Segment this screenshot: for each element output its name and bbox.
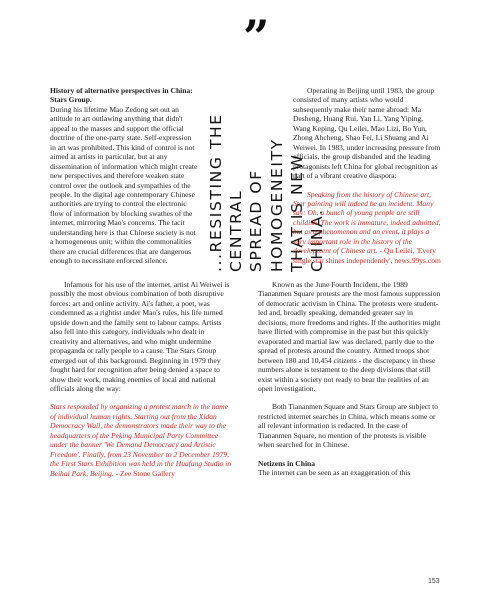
body-text: Known as the June Fourth Incident, the 1989 Tiananmen Square protests are the most famous suppression of democratic activism in China. The protests were student-led and, broadly speaking, demanded greater say in decisions, more freedoms and rights. If the authorities might have flirted with compromise in the past but this quickly evaporated and martial law was declared, partly due to the spread of protests around the country. Armed troops shot between 180 and 10,454 citizens - the discrepancy in these numbers alone is testament to the deep divisions that still exist within a society not ready to bear the realities of an open investigation.: [258, 280, 441, 393]
body-text: Operating in Beijing until 1983, the group consisted of many artists who would subsequently make their name abroad: Ma Desheng, Huang Rui, Yan Li, Yang Yiping, Wang Keping, Qu Leilei, Mao Lizi, Bo Yun, Zhong Ahcheng, Shao Fei, Li Shuang and Ai Weiwei. In 1983, under increasing pressure from officials, the group disbanded and the leading protagonists left China for global recognition as part of a vibrant creative diaspora:: [293, 86, 441, 181]
section-heading: Netizens in China: [258, 458, 316, 468]
quote-source: - Zee Stone Gallery: [113, 468, 175, 478]
spacer: [50, 393, 232, 402]
pull-citation: [50, 402, 232, 478]
section-heading: History of alternative perspectives in China: Stars Group.: [50, 86, 193, 105]
spacer: [258, 450, 441, 459]
page-number: 153: [428, 578, 440, 585]
right-top-column: [293, 86, 441, 265]
quote-mark-icon: ”: [243, 10, 270, 64]
pull-citation: [293, 190, 441, 266]
left-top-column: [50, 86, 198, 266]
body-text: Infamous for his use of the internet, artist Ai Weiwei is possibly the most obvious combination of both disruptive forces: art and online activity. Ai's father, a poet, was condemned as a rightist under Mao's rules, his life turned upside down and the family sent to labour camps. Artists also fell into this category, individuals who dealt in creativity and alternatives, and who might undermine propaganda or rally people to a cause. The Stars Group emerged out of this background. Beginning in 1979 they fought hard for recognition after being denied a space to show their work, making enemies of local and national officials along the way:: [50, 280, 230, 393]
spacer: [293, 181, 441, 190]
body-text: Both Tiananmen Square and Stars Group are subject to restricted internet searches in China, which means some or all relevant information is redacted. In the case of Tiananmen Square, no mention of the protests is visible when searched for in Chinese.: [258, 402, 439, 450]
left-bottom-column: [50, 280, 232, 478]
body-text: The internet can be seen as an exaggeration of this: [258, 468, 411, 478]
spacer: [258, 393, 441, 402]
right-bottom-column: [258, 280, 441, 478]
pull-quote-wrap: [194, 112, 327, 272]
quote-text: Speaking from the history of Chinese art, Star painting will indeed be an incident. Many say: Oh, a bunch of young people are still childish. The work is immature, indeed admitted, but as a phenomenon and an event, it plays a very important role in the history of the development of Chinese art.: [293, 189, 441, 256]
body-text: During his lifetime Mao Zedong set out an attitude to art outlawing anything that didn't appeal to the masses and support the official doctrine of the one-party state. Self-expression in art was prohibited. This kind of control is not aimed at artists in particular, but at any dissemination of information which might create new perspectives and therefore weaken state control over the outlook and sympathies of the people. In the digital age contemporary Chinese authorities are trying to control the electronic flow of information by blocking swathes of the internet, mirroring Mao's concerns. The tacit understanding here is that Chinese society is not a homogeneous unit; within the commonalities there are crucial differences that are dangerous enough to necessitate enforced silence.: [50, 104, 198, 266]
quote-text: Stars responded by organizing a protest march in the name of individual human rights. Starting out from the Xidan Democracy Wall, the demonstrators made their way to the headquarters of the Peking Municipal Party Committee under the banner 'We Demand Democracy and Artistic Freedom'. Finally, from 23 November to 2 December 1979, the First Stars Exhibition was held in the Huafang Studio in Beihai Park, Beijing.: [50, 402, 232, 478]
quote-source: - Qu Leilei, 'Every single star shines independently', news.99ys.com: [293, 246, 441, 265]
pull-quote: ...RESISTING THE CENTRAL SPREAD OF HOMOGENEITY THAT IS NEW CHINA.: [207, 113, 327, 272]
